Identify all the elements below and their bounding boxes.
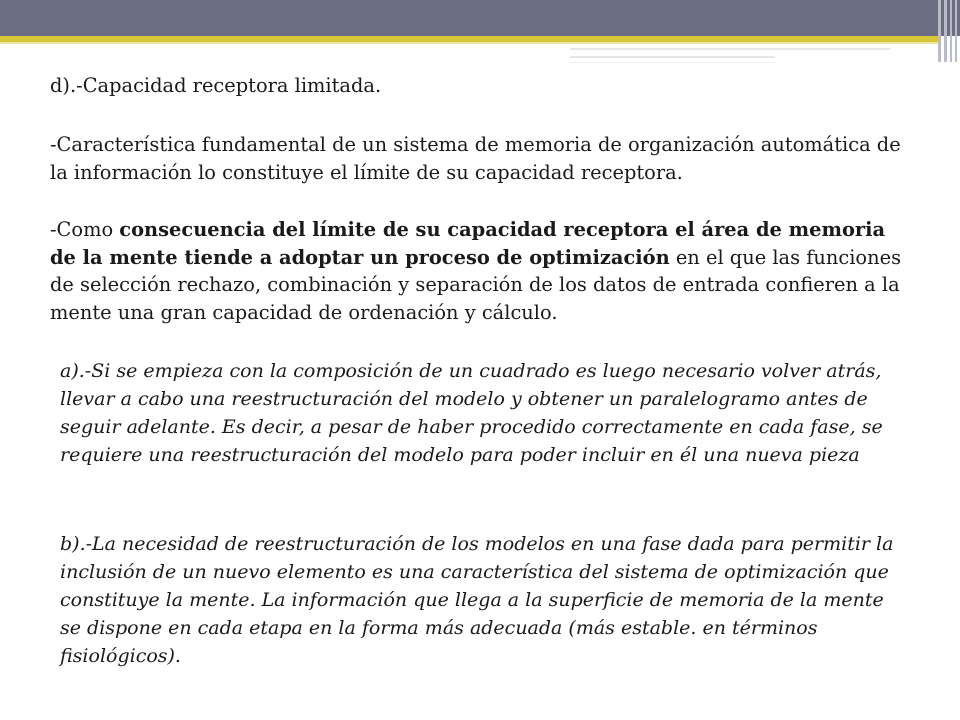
item-b: b).-La necesidad de reestructuración de los modelos en una fase dada para permitir la inclusión de un nuevo elemento es una característica del sistema de optimización que constituye la mente. La información que llega a la superficie de memoria de la mente se dispone en cada etapa en la forma más adecuada (más estable. en términos fisiológicos).: [60, 533, 894, 667]
consequence-prefix: -Como: [50, 218, 120, 241]
slide-heading: d).-Capacidad receptora limitada.: [50, 74, 382, 97]
consequence-bold-text: consecuencia del límite de su capacidad receptora el área de memoria de la mente tiende a adoptar un proceso de optimización: [50, 218, 886, 269]
paragraph-consequence: [50, 216, 912, 326]
item-a: a).-Si se empieza con la composición de un cuadrado es luego necesario volver atrás, llevar a cabo una reestructuración del modelo y obtener un paralelogramo antes de seguir adelante. Es decir, a pesar de haber procedido correctamente en cada fase, se requiere una reestructuración del modelo para poder incluir en él una nueva pieza: [60, 360, 883, 466]
paragraph-characteristic: -Característica fundamental de un sistema de memoria de organización automática de la información lo constituye el límite de su capacidad receptora.: [50, 133, 901, 184]
consequence-suffix: en el que las funciones de selección rechazo, combinación y separación de los datos de entrada confieren a la mente una gran capacidad de ordenación y cálculo.: [50, 245, 902, 324]
